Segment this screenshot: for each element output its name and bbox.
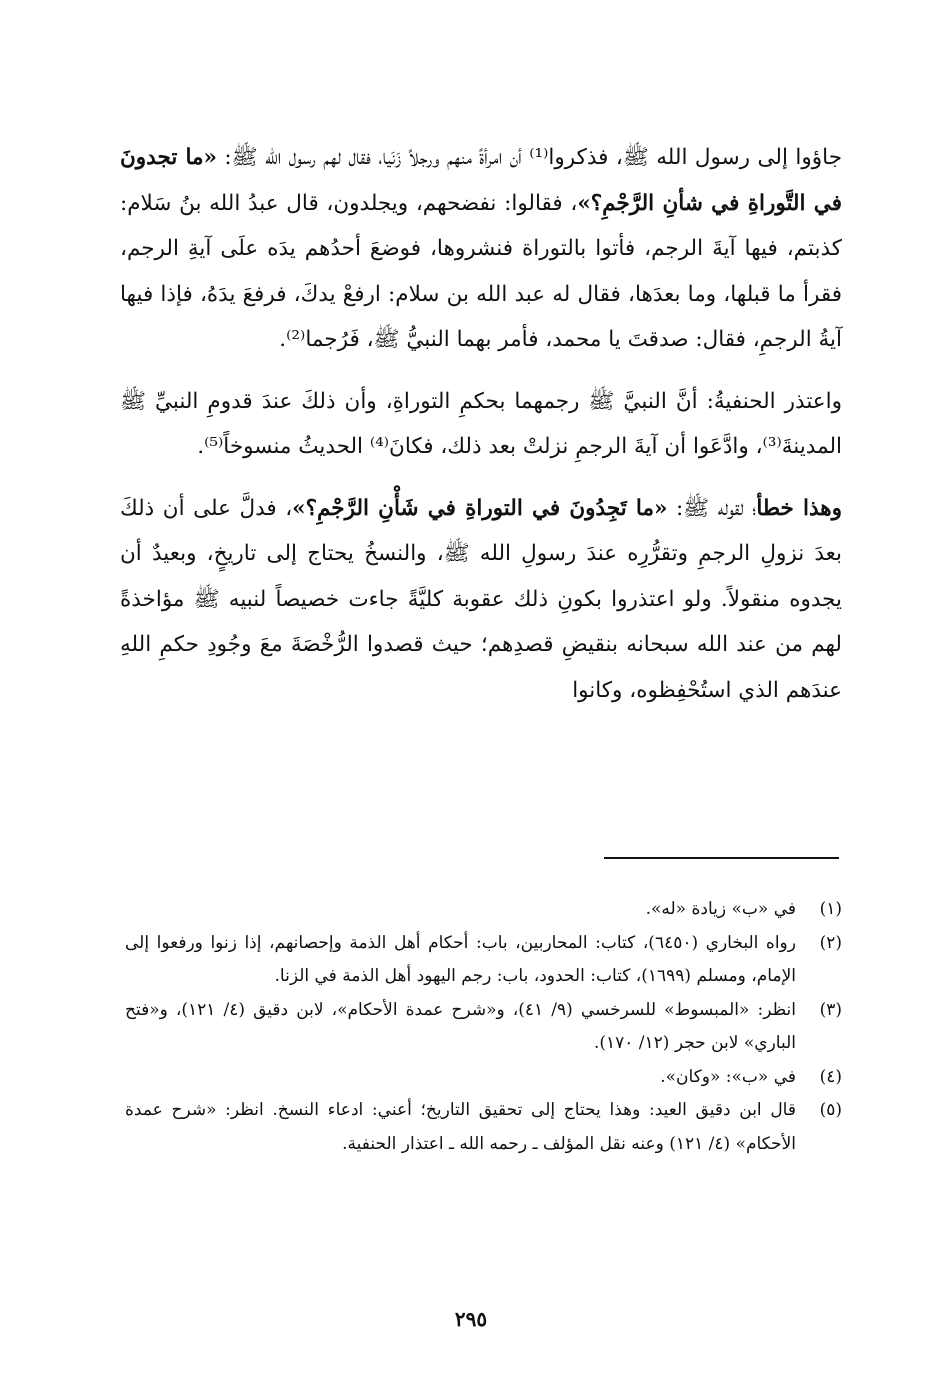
footnote-3	[125, 994, 842, 1061]
paragraph-1	[120, 135, 842, 363]
page-number: ٢٩٥	[454, 1307, 488, 1331]
footnote-2	[125, 927, 842, 994]
footnote-text: قال ابن دقيق العيد: وهذا يحتاج إلى تحقيق التاريخ؛ أعني: ادعاء النسخ. انظر: «شرح عمدة الأحكام» (٤/ ١٢١) وعنه نقل المؤلف ـ رحمه الله ـ اعتذار الحنفية.	[125, 1100, 796, 1154]
footnote-number: (٢)	[819, 932, 842, 953]
footnotes	[125, 893, 842, 1161]
paragraph-1-after: ، فقالوا: نفضحهم، ويجلدون، قال عبدُ الله بنُ سَلام: كذبتم، فيها آيةَ الرجم، فأتوا بالتوراة فنشروها، فوضعَ أحدُهم يدَه علَى آيةِ الرجم، فقرأ ما قبلها، وما بعدَها، فقال له عبد الله بن سلام: ارفعْ يدكَ، فرفعَ يدَهُ، فإذا فيها آيةُ الرجمِ، فقال: صدقتَ يا محمد، فأمر بهما النبيُّ ﷺ، فَرُجما⁽²⁾.	[120, 190, 842, 352]
paragraph-3	[120, 486, 842, 714]
footnote-number: (٥)	[819, 1100, 842, 1120]
paragraph-3-lead: وهذا خطأ	[756, 495, 843, 521]
footnote-1	[125, 893, 842, 927]
main-text	[120, 135, 842, 713]
hadith-quote-2: «ما تَجِدُونَ في التوراةِ في شَأْنِ الرَّجْمِ؟»	[292, 495, 668, 521]
footnote-text: في «ب»: «وكان».	[660, 1066, 796, 1087]
paragraph-2: واعتذر الحنفيةُ: أنَّ النبيَّ ﷺ رجمهما بحكمِ التوراةِ، وأن ذلكَ عندَ قدومِ النبيِّ ﷺ المدينةَ⁽³⁾، وادَّعَوا أن آيةَ الرجمِ نزلتْ بعد ذلك، فكانَ⁽⁴⁾ الحديثُ منسوخاً⁽⁵⁾.	[120, 388, 842, 459]
footnote-text: رواه البخاري (٦٤٥٠)، كتاب: المحاربين، باب: أحكام أهل الذمة وإحصانهم، إذا زنوا ورفعوا إلى الإمام، ومسلم (١٦٩٩)، كتاب: الحدود، باب: رجم اليهود أهل الذمة في الزنا.	[125, 932, 796, 986]
footnote-text: انظر: «المبسوط» للسرخسي (٩/ ٤١)، و«شرح عمدة الأحكام»، لابن دقيق (٤/ ١٢١)، و«فتح الباري» لابن حجر (١٢/ ١٧٠).	[125, 999, 796, 1053]
paragraph-3-after: ، فدلَّ على أن ذلكَ بعدَ نزولِ الرجمِ وتقرُّرِه عندَ رسولِ الله ﷺ، والنسخُ يحتاج إلى تاريخٍ، وبعيدٌ أن يجدوه منقولاً. ولو اعتذروا بكونِ ذلك عقوبة كليَّةً جاءت خصيصاً لنبيه ﷺ مؤاخذةً لهم من عند الله سبحانه بنقيضِ قصدِهم؛ حيث قصدوا الرُّخْصَةَ معَ وجُودِ حكمِ اللهِ عندَهم الذي استُحْفِظوه، وكانوا	[120, 495, 842, 703]
footnote-number: (٤)	[819, 1066, 842, 1087]
footnote-4	[125, 1061, 842, 1095]
footnote-separator	[604, 857, 839, 859]
paragraph-1-before: جاؤوا إلى رسول الله ﷺ، فذكروا⁽¹⁾ أن امرأةً منهم ورجلاً زَنَيا، فقال لهم رسول الله ﷺ:	[216, 145, 843, 170]
footnote-5	[125, 1094, 842, 1161]
footnote-number: (١)	[819, 899, 842, 919]
footnote-number: (٣)	[819, 999, 842, 1020]
footnote-text: في «ب» زيادة «له».	[645, 899, 796, 919]
hadith-quote-1: «ما تجدونَ في التَّوراةِ في شأنِ الرَّجْمِ؟»	[120, 145, 842, 216]
paragraph-3-before: ؛ لقوله ﷺ:	[667, 495, 757, 521]
